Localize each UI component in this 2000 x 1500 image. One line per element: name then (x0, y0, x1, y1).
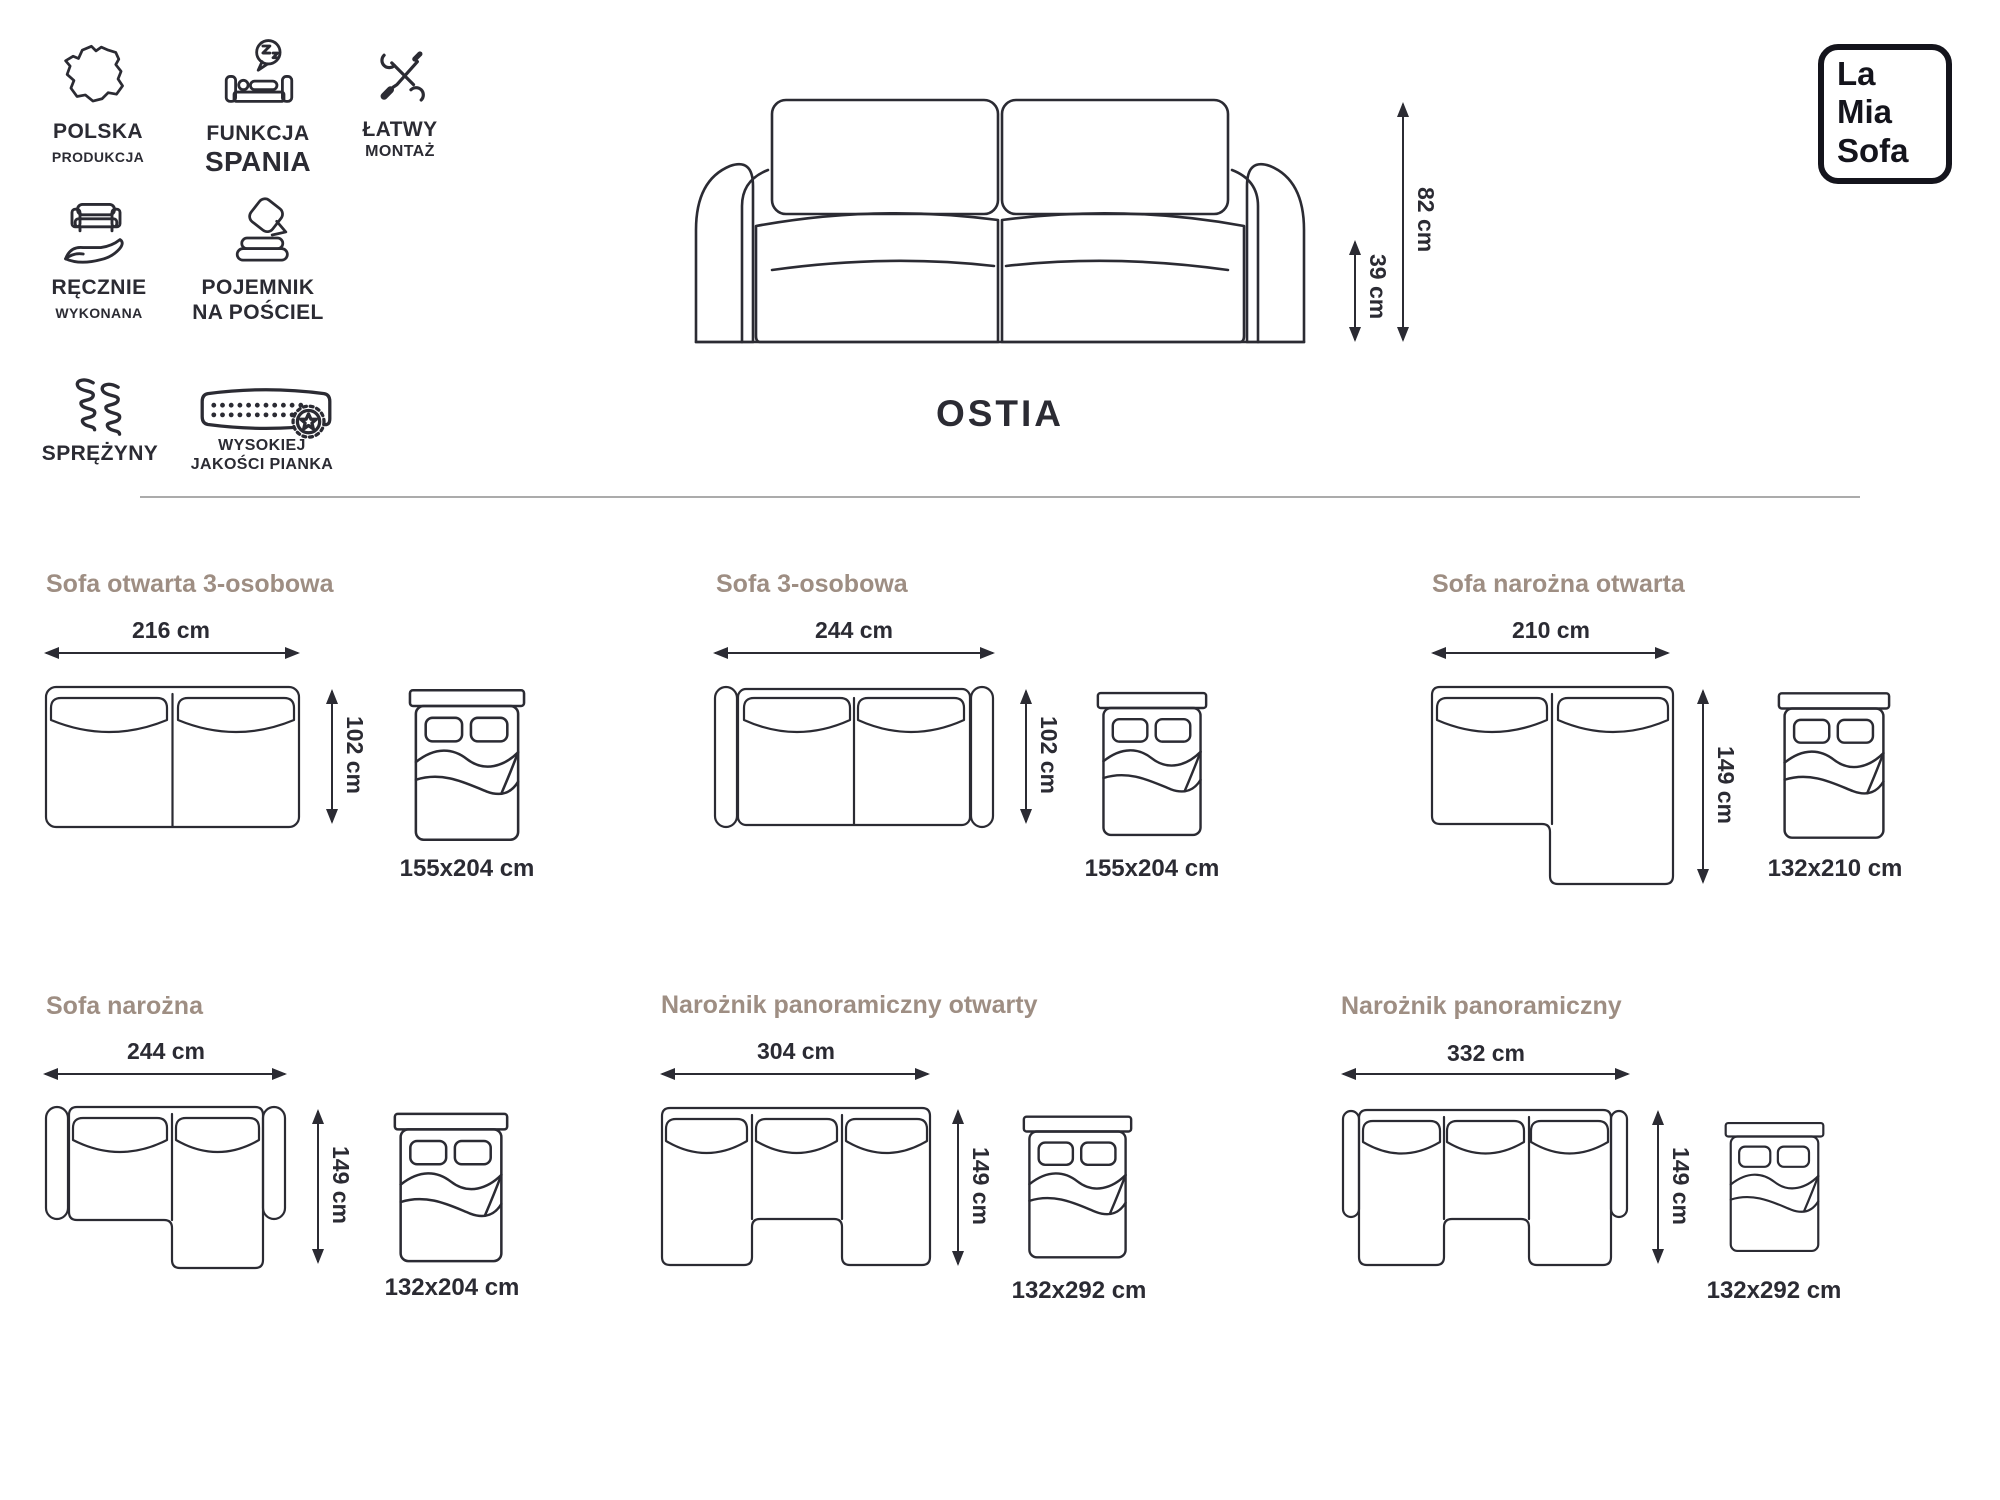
width-arrow (715, 652, 993, 654)
badge-sublabel: WYKONANA (55, 305, 143, 321)
bedding-container-icon (222, 194, 298, 276)
springs-icon (62, 374, 136, 440)
depth-dimension: 149 cm (1668, 1147, 1694, 1226)
bed-size-icon (1777, 689, 1891, 842)
sofa-front-view (680, 92, 1320, 350)
topview-open-3-seater (45, 686, 300, 828)
badge-label: WYSOKIEJ (218, 437, 306, 454)
width-dimension: 304 cm (756, 1038, 836, 1064)
bed-size-icon (1022, 1111, 1133, 1263)
depth-arrow (331, 691, 333, 822)
logo-line: Mia (1837, 93, 1893, 131)
seat-height-dimension: 39 cm (1365, 254, 1391, 320)
bed-size-icon (1096, 687, 1208, 841)
divider-line (140, 496, 1860, 498)
width-dimension: 216 cm (131, 617, 211, 643)
section-title: Narożnik panoramiczny otwarty (661, 991, 1038, 1019)
easy-assembly-icon (370, 44, 434, 110)
depth-arrow (1657, 1112, 1659, 1262)
topview-corner (45, 1106, 286, 1270)
bed-dimension: 132x292 cm (1011, 1277, 1147, 1304)
width-arrow (46, 652, 298, 654)
bed-dimension: 132x210 cm (1767, 855, 1903, 882)
logo-line: La (1837, 55, 1876, 92)
badge-label: ŁATWY (362, 118, 438, 141)
depth-arrow (317, 1111, 319, 1262)
topview-panoramic (1342, 1109, 1628, 1267)
sleep-function-icon (220, 36, 298, 120)
section-title: Narożnik panoramiczny (1341, 992, 1622, 1020)
width-arrow (1343, 1073, 1628, 1075)
handmade-icon (56, 198, 136, 274)
depth-dimension: 149 cm (1713, 746, 1739, 825)
bed-size-icon (408, 686, 526, 844)
bed-dimension: 132x292 cm (1706, 1277, 1842, 1304)
topview-panoramic-open (661, 1107, 932, 1267)
width-arrow (662, 1073, 928, 1075)
depth-dimension: 102 cm (342, 716, 368, 795)
bed-dimension: 132x204 cm (384, 1274, 520, 1301)
badge-label: SPRĘŻYNY (41, 442, 159, 465)
seat-height-arrow (1354, 242, 1356, 340)
topview-3-seater (714, 686, 994, 828)
width-dimension: 244 cm (814, 617, 894, 643)
topview-corner-open (1431, 686, 1674, 885)
depth-arrow (957, 1111, 959, 1264)
depth-arrow (1702, 691, 1704, 882)
badge-label: POJEMNIK (201, 276, 315, 299)
depth-dimension: 149 cm (968, 1147, 994, 1226)
depth-dimension: 149 cm (328, 1146, 354, 1225)
logo-line: Sofa (1837, 131, 1909, 169)
section-title: Sofa narożna otwarta (1432, 570, 1685, 598)
width-dimension: 332 cm (1446, 1040, 1526, 1066)
bed-size-icon (392, 1111, 510, 1264)
depth-dimension: 102 cm (1036, 716, 1062, 795)
width-dimension: 210 cm (1511, 617, 1591, 643)
badge-label: FUNKCJA (206, 122, 310, 145)
section-title: Sofa otwarta 3-osobowa (46, 570, 334, 598)
badge-label: POLSKA (53, 120, 143, 143)
badge-sublabel: PRODUKCJA (51, 149, 145, 165)
section-title: Sofa narożna (46, 992, 203, 1020)
badge-label: RĘCZNIE (51, 276, 147, 299)
badge-sublabel: SPANIA (204, 146, 312, 177)
section-title: Sofa 3-osobowa (716, 570, 908, 598)
bed-dimension: 155x204 cm (1084, 855, 1220, 882)
badge-sublabel: JAKOŚCI PIANKA (190, 456, 334, 473)
product-name: OSTIA (935, 393, 1065, 434)
height-dimension: 82 cm (1413, 187, 1439, 253)
bed-size-icon (1724, 1111, 1825, 1263)
poland-map-icon (58, 40, 134, 118)
depth-arrow (1025, 691, 1027, 822)
height-arrow (1402, 104, 1404, 340)
bed-dimension: 155x204 cm (399, 855, 535, 882)
width-arrow (45, 1073, 285, 1075)
la-mia-sofa-logo (1818, 44, 1952, 184)
badge-sublabel: NA POŚCIEL (192, 301, 324, 324)
width-arrow (1433, 652, 1668, 654)
badge-sublabel: MONTAŻ (365, 143, 435, 160)
foam-icon (198, 382, 334, 440)
width-dimension: 244 cm (126, 1038, 206, 1064)
